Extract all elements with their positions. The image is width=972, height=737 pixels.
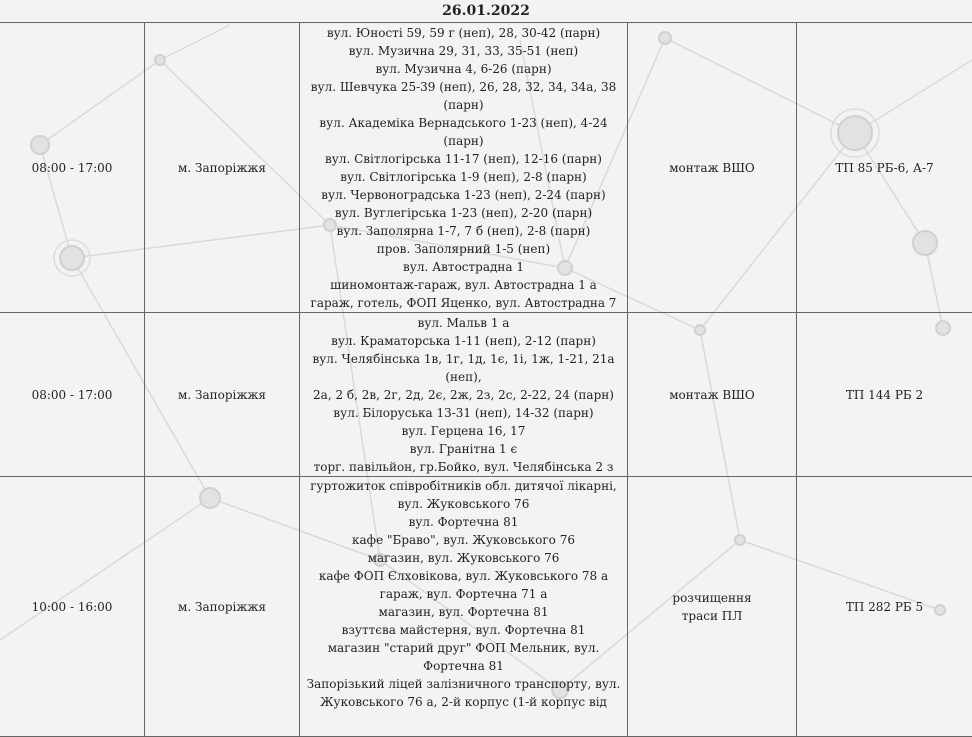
address-line: вул. Вуглегірська 1-23 (неп), 2-20 (парн) <box>303 204 624 222</box>
address-line: гуртожиток співробітників обл. дитячої лікарні, <box>303 477 624 495</box>
address-line: шиномонтаж-гараж, вул. Автострадна 1 а <box>303 276 624 294</box>
address-line: вул. Музична 4, 6-26 (парн) <box>303 60 624 78</box>
time-cell: 10:00 - 16:00 <box>0 477 145 737</box>
addresses-cell <box>300 477 628 737</box>
address-line: вул. Герцена 16, 17 <box>303 422 624 440</box>
address-line: кафе ФОП Єлховікова, вул. Жуковського 78 а <box>303 567 624 585</box>
address-line: вул. Краматорська 1-11 (неп), 2-12 (парн) <box>303 332 624 350</box>
addresses-list <box>303 477 624 713</box>
address-line: вул. Світлогірська 11-17 (неп), 12-16 (парн) <box>303 150 624 168</box>
work-type-line: монтаж ВШО <box>631 386 793 404</box>
address-line: гараж, вул. Фортечна 71 а <box>303 585 624 603</box>
work-type-cell <box>628 477 797 737</box>
work-type-line: розчищення <box>631 589 793 607</box>
addresses-cell <box>300 313 628 477</box>
substation-cell: ТП 85 РБ-6, А-7 <box>797 23 972 313</box>
address-line: магазин "старий друг" ФОП Мельник, вул. <box>303 639 624 657</box>
city-cell: м. Запоріжжя <box>145 23 300 313</box>
address-line: торг. павільйон, гр.Бойко, вул. Челябінська 2 з <box>303 458 624 476</box>
time-cell: 08:00 - 17:00 <box>0 23 145 313</box>
address-line: вул. Челябінська 1в, 1г, 1д, 1є, 1і, 1ж, 1-21, 21а <box>303 350 624 368</box>
table-row <box>0 477 972 737</box>
address-line: (неп), <box>303 368 624 386</box>
city-cell: м. Запоріжжя <box>145 313 300 477</box>
address-line: Фортечна 81 <box>303 657 624 675</box>
address-line: вул. Червоноградська 1-23 (неп), 2-24 (парн) <box>303 186 624 204</box>
work-type-line: траси ПЛ <box>631 607 793 625</box>
addresses-cell <box>300 23 628 313</box>
address-line: Жуковського 76 а, 2-й корпус (1-й корпус від <box>303 693 624 711</box>
address-line: магазин, вул. Жуковського 76 <box>303 549 624 567</box>
address-line: гараж, готель, ФОП Яценко, вул. Автострадна 7 <box>303 294 624 312</box>
address-line: 2а, 2 б, 2в, 2г, 2д, 2є, 2ж, 2з, 2с, 2-22, 24 (парн) <box>303 386 624 404</box>
address-line: вул. Автострадна 1 <box>303 258 624 276</box>
address-line: Запорізький ліцей залізничного транспорту, вул. <box>303 675 624 693</box>
address-line: (парн) <box>303 96 624 114</box>
address-line: вул. Гранітна 1 є <box>303 440 624 458</box>
address-line: вул. Жуковського 76 <box>303 495 624 513</box>
address-line: магазин, вул. Фортечна 81 <box>303 603 624 621</box>
work-type-cell <box>628 23 797 313</box>
address-line: вул. Заполярна 1-7, 7 б (неп), 2-8 (парн) <box>303 222 624 240</box>
address-line: вул. Мальв 1 а <box>303 314 624 332</box>
work-type-line: монтаж ВШО <box>631 159 793 177</box>
address-line: вул. Музична 29, 31, 33, 35-51 (неп) <box>303 42 624 60</box>
time-cell: 08:00 - 17:00 <box>0 313 145 477</box>
address-line: вул. Білоруська 13-31 (неп), 14-32 (парн) <box>303 404 624 422</box>
address-line: пров. Заполярний 1-5 (неп) <box>303 240 624 258</box>
date-header-row <box>0 0 972 23</box>
work-type-cell <box>628 313 797 477</box>
table-row <box>0 23 972 313</box>
address-line: взуттєва майстерня, вул. Фортечна 81 <box>303 621 624 639</box>
address-line: вул. Світлогірська 1-9 (неп), 2-8 (парн) <box>303 168 624 186</box>
city-cell: м. Запоріжжя <box>145 477 300 737</box>
address-line: вул. Академіка Вернадського 1-23 (неп), 4-24 <box>303 114 624 132</box>
substation-cell: ТП 144 РБ 2 <box>797 313 972 477</box>
table-row <box>0 313 972 477</box>
substation-cell: ТП 282 РБ 5 <box>797 477 972 737</box>
address-line: кафе "Браво", вул. Жуковського 76 <box>303 531 624 549</box>
address-line: вул. Шевчука 25-39 (неп), 26, 28, 32, 34, 34а, 38 <box>303 78 624 96</box>
address-line: (парн) <box>303 132 624 150</box>
date-header: 26.01.2022 <box>0 0 972 23</box>
address-line: вул. Юності 59, 59 г (неп), 28, 30-42 (парн) <box>303 24 624 42</box>
address-line: вул. Фортечна 81 <box>303 513 624 531</box>
